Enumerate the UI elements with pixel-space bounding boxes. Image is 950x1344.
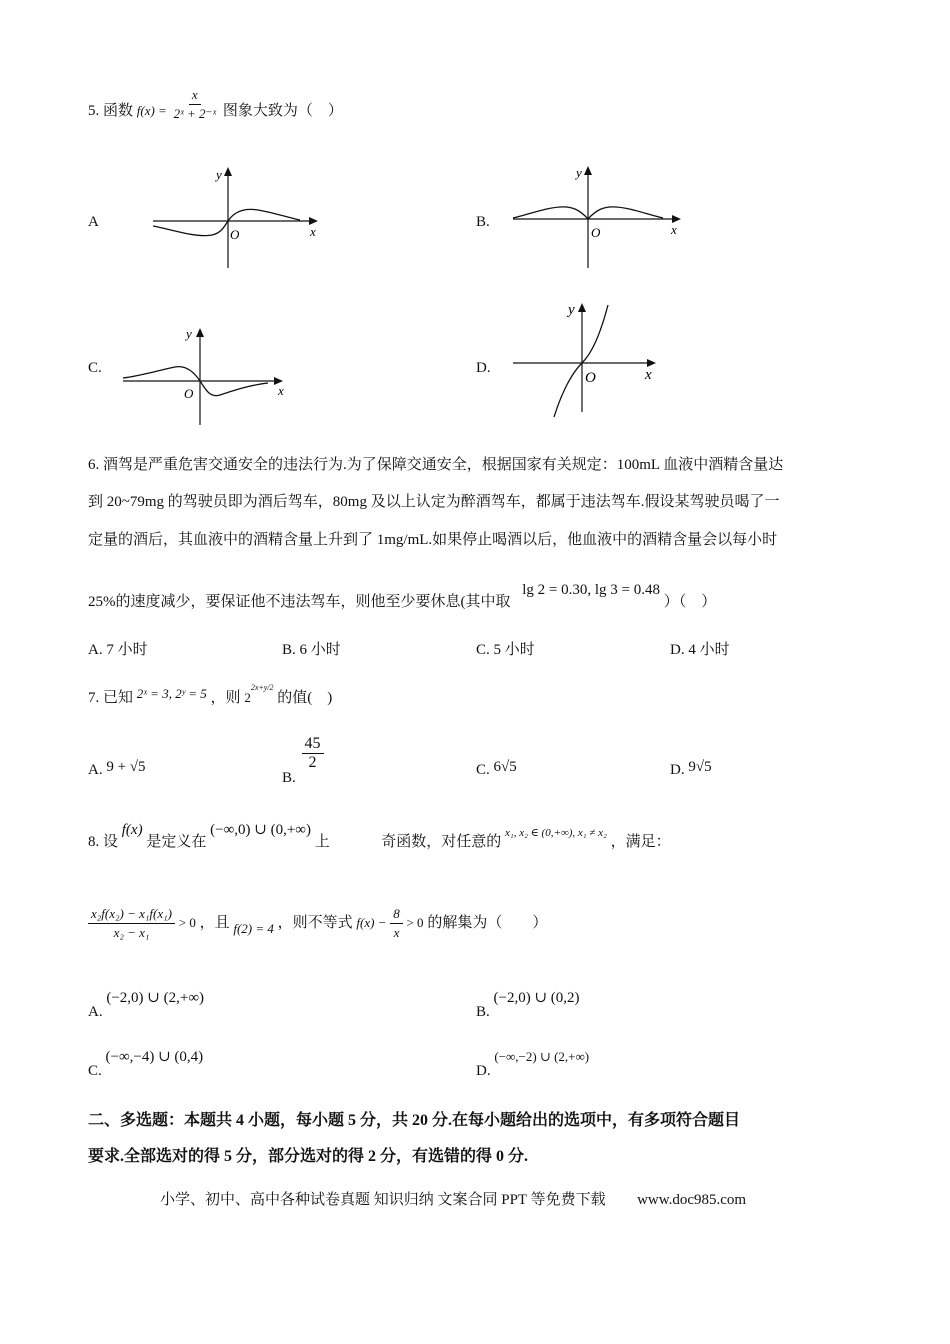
q5-option-a-label: A <box>88 214 99 230</box>
axis-y-label: y <box>186 326 192 341</box>
q7-condition: 2ˣ = 3, 2ʸ = 5 <box>136 686 207 701</box>
origin-label: O <box>585 370 596 386</box>
q6-line-3: 定量的酒后，其血液中的酒精含量上升到了 1mg/mL.如果停止喝酒以后，他血液中的酒精含量会以每小时 <box>88 532 778 548</box>
q7-option-d-value: 9√5 <box>688 759 712 775</box>
q8-text-7: 的解集为（ ） <box>427 914 548 931</box>
q7-option-a-value: 9 + √5 <box>106 759 146 775</box>
q7-option-b-fraction <box>302 735 324 772</box>
q7-prefix: 7. 已知 <box>88 690 134 706</box>
q8-option-a-value: (−2,0) ∪ (2,+∞) <box>106 990 205 1006</box>
q5-option-c-label: C. <box>88 360 102 376</box>
q5-prefix: 5. 函数 <box>88 102 134 119</box>
q5-option-d-label: D. <box>476 360 491 376</box>
q8-ineq2-den: x <box>393 925 400 940</box>
q5-suffix: 图象大致为（ ） <box>222 102 343 119</box>
q7-option-b-den: 2 <box>308 754 317 771</box>
q6-option-a: A. 7 小时 <box>88 642 148 658</box>
q8-option-c-value: (−∞,−4) ∪ (0,4) <box>105 1049 204 1065</box>
footer-url[interactable]: www.doc985.com <box>637 1192 747 1208</box>
q8-ineq2-rhs: > 0 <box>406 914 424 930</box>
axis-x-label: x <box>645 367 652 383</box>
q6-formula: lg 2 = 0.30, lg 3 = 0.48 <box>522 582 661 598</box>
q8-text-5: ，且 <box>199 914 230 931</box>
q7-option-c-value: 6√5 <box>493 759 517 775</box>
q5-den: 2ˣ + 2⁻ˣ <box>173 106 217 121</box>
q8-stem-line-1 <box>88 822 671 853</box>
q6-line-4 <box>88 582 717 612</box>
q8-option-c-label: C. <box>88 1063 102 1079</box>
q6-line-4-text: 25%的速度减少，要保证他不违法驾车，则他至少要休息(其中取 <box>88 594 511 610</box>
q6-line-1: 6. 酒驾是严重危害交通安全的违法行为.为了保障交通安全，根据国家有关规定：100mL 血液中酒精含量达 <box>88 457 784 473</box>
axis-y-label: y <box>576 165 582 180</box>
origin-label: O <box>591 225 601 240</box>
q6-line-4-end: ）（ ） <box>663 594 717 610</box>
q5-fraction <box>171 86 219 123</box>
q7-stem <box>88 683 333 710</box>
q8-domain: (−∞,0) ∪ (0,+∞) <box>210 822 311 838</box>
q7-option-b <box>282 735 324 786</box>
q8-ineq2-num: 8 <box>390 905 403 924</box>
q5-graph-d <box>510 297 670 422</box>
q8-option-c <box>88 1047 204 1079</box>
section-2-line-2: 要求.全部选对的得 5 分，部分选对的得 2 分，有选错的得 0 分. <box>88 1148 529 1165</box>
q7-mid: ，则 <box>210 690 241 706</box>
q5-stem <box>88 87 343 123</box>
origin-label: O <box>230 227 240 242</box>
q7-expr-exp: 2x+y/2 <box>250 683 274 692</box>
q5-lhs: f(x) = <box>136 102 167 118</box>
q8-ineq2-lhs: f(x) − <box>356 914 387 930</box>
q7-suffix: 的值( ) <box>277 690 333 706</box>
q8-text-4: ，满足： <box>610 834 671 850</box>
q8-text-1: 是定义在 <box>146 834 207 850</box>
axis-x-label: x <box>310 224 316 239</box>
section-2-line-1: 二、多选题：本题共 4 小题，每小题 5 分，共 20 分.在每小题给出的选项中，有多项符合题目 <box>88 1112 741 1129</box>
q5-graph-a <box>150 165 325 270</box>
q8-option-d-label: D. <box>476 1063 491 1079</box>
q7-option-a-label: A. <box>88 762 103 778</box>
q8-option-b-value: (−2,0) ∪ (0,2) <box>493 990 580 1006</box>
q8-stem-line-2 <box>88 905 547 942</box>
axis-y-label: y <box>216 167 222 182</box>
q5-graph-c <box>120 322 295 427</box>
q7-option-b-label: B. <box>282 769 296 786</box>
q7-option-b-num: 45 <box>302 735 324 754</box>
q7-expr-base: 2 <box>244 690 251 705</box>
footer <box>160 1190 746 1210</box>
q8-condition: x₁, x₂ ∈ (0,+∞), x₁ ≠ x₂ <box>505 827 607 839</box>
q8-option-a-label: A. <box>88 1004 103 1020</box>
q8-text-3: 奇函数，对任意的 <box>381 834 502 850</box>
q8-option-d <box>476 1047 590 1079</box>
q5-option-b-label: B. <box>476 214 490 230</box>
q8-text-6: ，则不等式 <box>277 914 353 931</box>
q6-line-2: 到 20~79mg 的驾驶员即为酒后驾车，80mg 及以上认定为醉酒驾车，都属于违法驾车.假设某驾驶员喝了一 <box>88 494 780 510</box>
q8-option-b-label: B. <box>476 1004 490 1020</box>
axis-x-label: x <box>671 222 677 237</box>
q8-f2: f(2) = 4 <box>233 920 274 936</box>
q5-graph-b <box>510 160 690 270</box>
axis-x-label: x <box>278 383 284 398</box>
q6-option-d: D. 4 小时 <box>670 642 730 658</box>
q8-text-2: 上 <box>314 834 330 850</box>
q8-ineq-num: x₂f(x₂) − x₁f(x₁) <box>88 905 175 924</box>
axis-y-label: y <box>568 302 575 318</box>
q6-option-b: B. 6 小时 <box>282 642 341 658</box>
q7-option-d <box>670 760 712 780</box>
q7-option-a <box>88 760 146 780</box>
q8-option-b <box>476 988 580 1020</box>
q8-ineq2-fraction <box>390 905 403 942</box>
q8-ineq-rhs: > 0 <box>178 914 196 930</box>
q7-option-c-label: C. <box>476 762 490 778</box>
q6-option-c: C. 5 小时 <box>476 642 535 658</box>
q8-inequality-fraction <box>88 905 175 942</box>
q7-option-c <box>476 760 517 780</box>
q8-fx: f(x) <box>121 822 143 838</box>
q7-option-d-label: D. <box>670 762 685 778</box>
footer-text: 小学、初中、高中各种试卷真题 知识归纳 文案合同 PPT 等免费下载 <box>160 1192 606 1208</box>
q8-prefix: 8. 设 <box>88 834 119 850</box>
origin-label: O <box>184 386 194 401</box>
q8-option-a <box>88 988 205 1020</box>
q8-option-d-value: (−∞,−2) ∪ (2,+∞) <box>494 1049 590 1064</box>
q5-num: x <box>189 86 201 105</box>
q8-ineq-den: x₂ − x₁ <box>113 925 150 940</box>
